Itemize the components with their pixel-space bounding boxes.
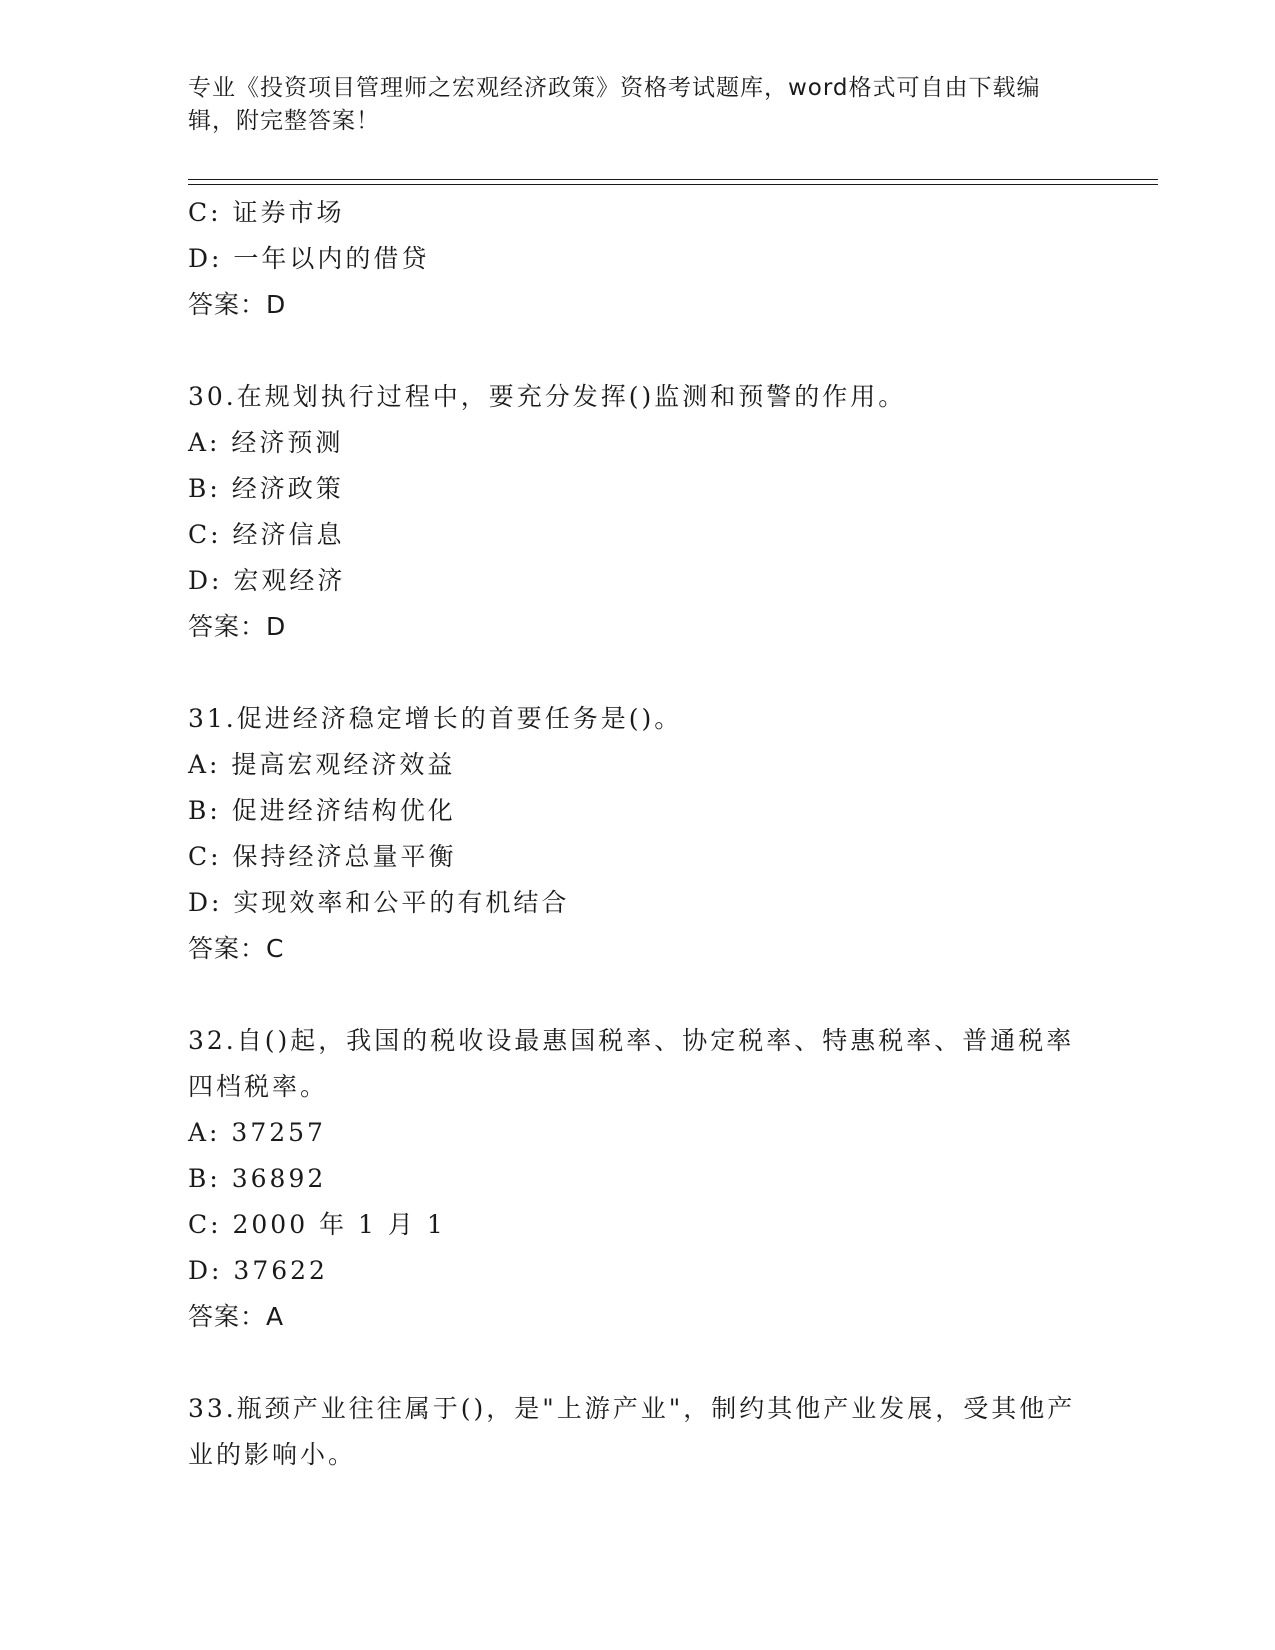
option-d: D: 一年以内的借贷 [188, 244, 430, 273]
question-30 [188, 374, 1088, 650]
option-d: D: 宏观经济 [188, 566, 346, 595]
question-stem: 30.在规划执行过程中，要充分发挥()监测和预警的作用。 [188, 382, 907, 411]
header-divider-top [188, 179, 1158, 180]
answer-line: 答案：D [188, 612, 287, 641]
option-a: A: 提高宏观经济效益 [188, 750, 456, 779]
answer-line: 答案：C [188, 934, 285, 963]
option-d: D: 实现效率和公平的有机结合 [188, 888, 570, 917]
question-stem: 32.自()起，我国的税收设最惠国税率、协定税率、特惠税率、普通税率四档税率。 [188, 1026, 1075, 1101]
question-stem: 31.促进经济稳定增长的首要任务是()。 [188, 704, 683, 733]
document-header: 专业《投资项目管理师之宏观经济政策》资格考试题库，word格式可自由下载编辑，附完整答案！ [188, 75, 1041, 134]
option-b: B: 促进经济结构优化 [188, 796, 456, 825]
question-stem: 33.瓶颈产业往往属于()，是"上游产业"，制约其他产业发展，受其他产业的影响小。 [188, 1394, 1076, 1469]
question-31 [188, 696, 1088, 972]
question-33 [188, 1386, 1088, 1478]
question-continued [188, 190, 1088, 328]
option-a: A: 37257 [188, 1118, 326, 1147]
answer-line: 答案：A [188, 1302, 285, 1331]
option-c: C: 保持经济总量平衡 [188, 842, 457, 871]
question-list [188, 190, 1088, 1478]
option-c: C: 经济信息 [188, 520, 345, 549]
option-b: B: 经济政策 [188, 474, 344, 503]
option-a: A: 经济预测 [188, 428, 344, 457]
option-b: B: 36892 [188, 1164, 327, 1193]
option-c: C: 2000 年 1 月 1 [188, 1210, 446, 1239]
option-c: C: 证券市场 [188, 198, 345, 227]
header-divider-bottom [188, 184, 1158, 185]
question-32 [188, 1018, 1088, 1340]
option-d: D: 37622 [188, 1256, 328, 1285]
answer-line: 答案：D [188, 290, 287, 319]
